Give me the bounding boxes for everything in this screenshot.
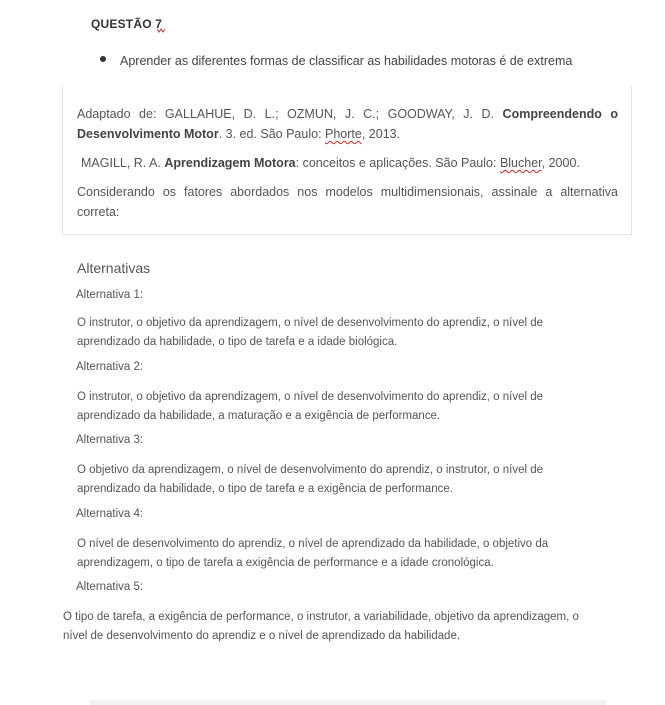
alternatives-heading: Alternativas xyxy=(77,260,151,276)
alternative-5-text[interactable]: O tipo de tarefa, a exigência de performance, o instrutor, a variabilidade, objetivo da aprendizagem, o nível de desenvolvimento do aprendiz e o nível de aprendizado da habilidade. xyxy=(63,611,579,642)
reference-magill: MAGILL, R. A. Aprendizagem Motora: conceitos e aplicações. São Paulo: Blucher, 2000. xyxy=(81,156,580,170)
alternative-5-label: Alternativa 5: xyxy=(76,581,144,593)
alternative-1-text[interactable]: O instrutor, o objetivo da aprendizagem, o nível de desenvolvimento do aprendiz, o nível de aprendizado da habilidade, o tipo de tarefa e a idade biológica. xyxy=(77,317,544,348)
question-title: QUESTÃO 7 xyxy=(91,17,163,31)
question-intro-text: Aprender as diferentes formas de classificar as habilidades motoras é de extrema xyxy=(120,54,573,68)
alternative-4-label: Alternativa 4: xyxy=(76,508,144,520)
reference-magill-title: Aprendizagem Motora xyxy=(164,156,296,170)
bottom-divider xyxy=(90,700,606,705)
reference-gallahue-title-b: Desenvolvimento Motor xyxy=(77,127,219,141)
question-prompt-line2: correta: xyxy=(77,205,120,219)
spellcheck-word: Phorte xyxy=(325,127,362,141)
reference-gallahue-title-a: Compreendendo o xyxy=(502,107,619,121)
reference-gallahue-line2: Desenvolvimento Motor. 3. ed. São Paulo: Phorte, 2013. xyxy=(77,127,401,141)
alternative-1-label: Alternativa 1: xyxy=(76,289,144,301)
spellcheck-mark-icon xyxy=(157,28,165,33)
question-prompt-line1: Considerando os fatores abordados nos modelos multidimensionais, assinale a alternativa xyxy=(77,185,618,199)
alternative-2-text[interactable]: O instrutor, o objetivo da aprendizagem, o nível de desenvolvimento do aprendiz, o nível de aprendizado da habilidade, a maturação e a exigência de performance. xyxy=(77,391,544,422)
alternative-3-label: Alternativa 3: xyxy=(76,434,144,446)
bullet-icon xyxy=(100,56,106,62)
alternative-2-label: Alternativa 2: xyxy=(76,361,144,373)
alternative-3-text[interactable]: O objetivo da aprendizagem, o nível de desenvolvimento do aprendiz, o instrutor, o nível de aprendizado da habilidade, o tipo de tarefa e a exigência de performance. xyxy=(77,464,544,495)
reference-gallahue-line1: Adaptado de: GALLAHUE, D. L.; OZMUN, J. C.; GOODWAY, J. D. Compreendendo o xyxy=(77,107,619,121)
alternative-4-text[interactable]: O nível de desenvolvimento do aprendiz, o nível de aprendizado da habilidade, o objetivo da aprendizagem, o tipo de tarefa a exigência de performance e a idade cronológica. xyxy=(77,538,549,569)
spellcheck-word: Blucher xyxy=(499,156,542,170)
